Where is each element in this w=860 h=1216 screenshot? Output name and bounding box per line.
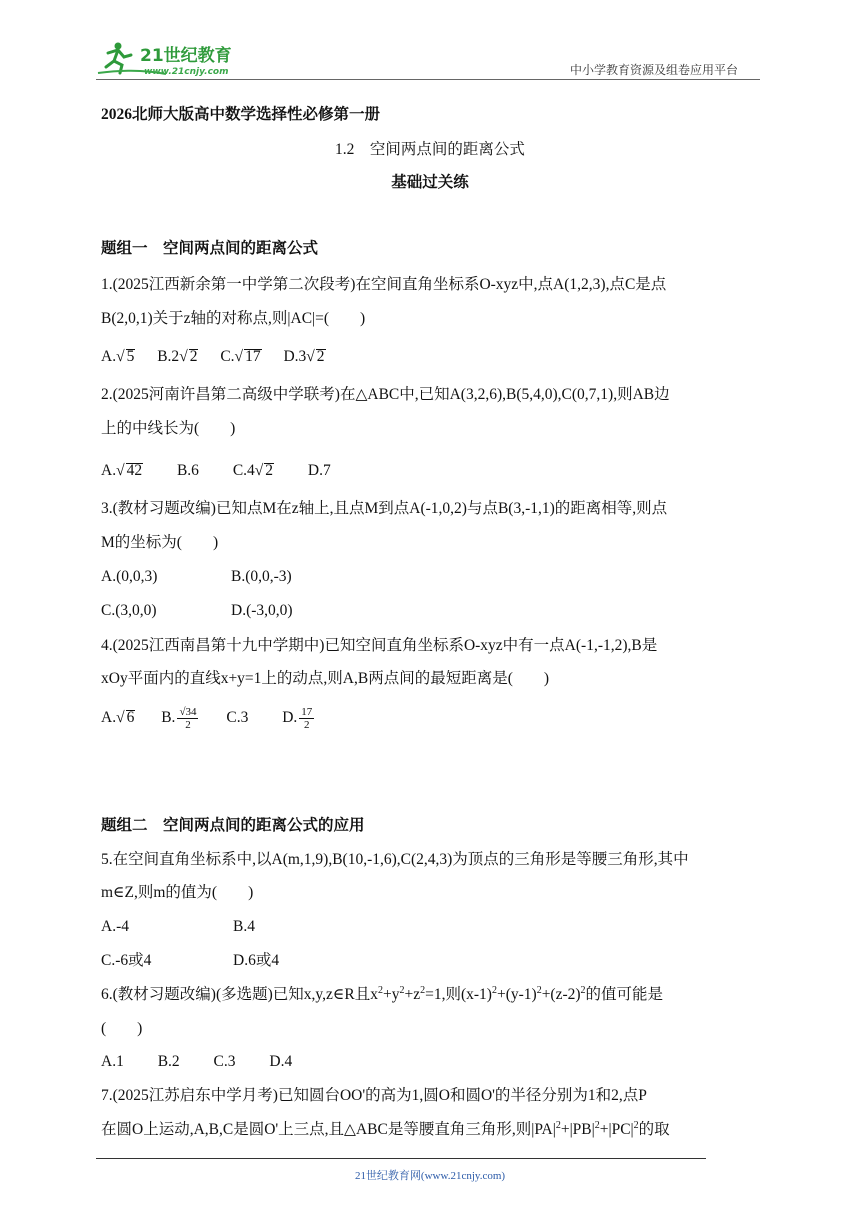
q3-option-b: B.(0,0,-3)	[231, 568, 292, 585]
q4-line2: xOy平面内的直线x+y=1上的动点,则A,B两点间的最短距离是( )	[101, 670, 550, 687]
q2-line2: 上的中线长为( )	[101, 420, 236, 437]
q5-option-d: D.6或4	[233, 952, 280, 969]
q2-line1: 2.(2025河南许昌第二高级中学联考)在△ABC中,已知A(3,2,6),B(5,4,0),C(0,7,1),则AB边	[101, 386, 670, 403]
logo	[96, 40, 256, 78]
logo-url: www.21cnjy.com	[144, 67, 229, 77]
q1-option-d: D.3√ 2	[283, 348, 325, 365]
q3-line1: 3.(教材习题改编)已知点M在z轴上,且点M到点A(-1,0,2)与点B(3,-1,1)的距离相等,则点	[101, 500, 668, 517]
q6-line1: 6.(教材习题改编)(多选题)已知x,y,z∈R且$x^2+y^2+z^2=1$,则$(x-1)^2+(y-1)^2+(z-2)^2$的值可能是	[101, 984, 664, 1003]
book-title: 2026北师大版高中数学选择性必修第一册	[101, 106, 381, 123]
q3-option-c: C.(3,0,0)	[101, 602, 157, 619]
logo-text: 21世纪教育	[140, 46, 232, 66]
footer-divider	[96, 1158, 706, 1159]
q2-option-c: C.4√ 2	[232, 462, 274, 479]
q5-option-a: A.-4	[101, 918, 129, 935]
group2-title: 题组二 空间两点间的距离公式的应用	[101, 817, 365, 834]
q4-option-b: B. $\frac{√34}{2}$	[161, 706, 197, 731]
q6-option-b: B.2	[157, 1053, 180, 1070]
q6-option-d: D.4	[269, 1053, 293, 1070]
q6-option-c: C.3	[213, 1053, 236, 1070]
group1-title: 题组一 空间两点间的距离公式	[101, 240, 319, 257]
header-divider	[96, 79, 760, 80]
q7-line1: 7.(2025江苏启东中学月考)已知圆台OO'的高为1,圆O和圆O'的半径分别为1和2,点P	[101, 1087, 647, 1104]
q2-option-b: B.6	[176, 462, 199, 479]
q5-line2: m∈Z,则m的值为( )	[101, 884, 254, 901]
q5-option-c: C.-6或4	[101, 952, 152, 969]
q5-line1: 5.在空间直角坐标系中,以A(m,1,9),B(10,-1,6),C(2,4,3)为顶点的三角形是等腰三角形,其中	[101, 851, 689, 868]
q1-line1: 1.(2025江西新余第一中学第二次段考)在空间直角坐标系O-xyz中,点A(1,2,3),点C是点	[101, 276, 667, 293]
q5-options-row2	[101, 950, 279, 972]
q2-option-d: D.7	[307, 462, 331, 479]
q7-line2: 在圆O上运动,A,B,C是圆O'上三点,且△ABC是等腰直角三角形,则$|PA|^2+|PB|^2+|PC|^2$的取	[101, 1119, 670, 1138]
q4-option-a: A.√ 6	[101, 709, 135, 727]
q6-option-a: A.1	[101, 1053, 124, 1070]
header-platform-text: 中小学教育资源及组卷应用平台	[570, 63, 739, 77]
q4-option-c: C.3	[226, 709, 249, 727]
q4-option-d: D. $\frac{17}{2}$	[282, 706, 313, 731]
q3-option-d: D.(-3,0,0)	[231, 602, 293, 619]
q5-option-b: B.4	[233, 918, 255, 935]
q3-option-a: A.(0,0,3)	[101, 568, 158, 585]
q1-option-b: B.2√ 2	[157, 348, 198, 365]
q1-line2: B(2,0,1)关于z轴的对称点,则|AC|=( )	[101, 310, 366, 327]
section-title: 1.2 空间两点间的距离公式	[335, 141, 525, 158]
q4-line1: 4.(2025江西南昌第十九中学期中)已知空间直角坐标系O-xyz中有一点A(-1,-1,2),B是	[101, 637, 658, 654]
q4-options	[101, 706, 316, 731]
q3-options-row1	[101, 566, 292, 588]
q1-options	[101, 346, 326, 368]
q1-option-a: A.√ 5	[101, 348, 135, 365]
q3-line2: M的坐标为( )	[101, 534, 219, 551]
q6-options	[101, 1051, 292, 1073]
q5-options-row1	[101, 916, 255, 938]
footer-link[interactable]: 21世纪教育网(www.21cnjy.com)	[354, 1170, 506, 1182]
q3-options-row2	[101, 600, 293, 622]
q1-option-c: C.√ 17	[220, 348, 261, 365]
q6-line2: ( )	[101, 1020, 143, 1037]
q2-options	[101, 460, 331, 482]
sub-title: 基础过关练	[391, 174, 469, 191]
q2-option-a: A.√ 42	[101, 462, 143, 479]
